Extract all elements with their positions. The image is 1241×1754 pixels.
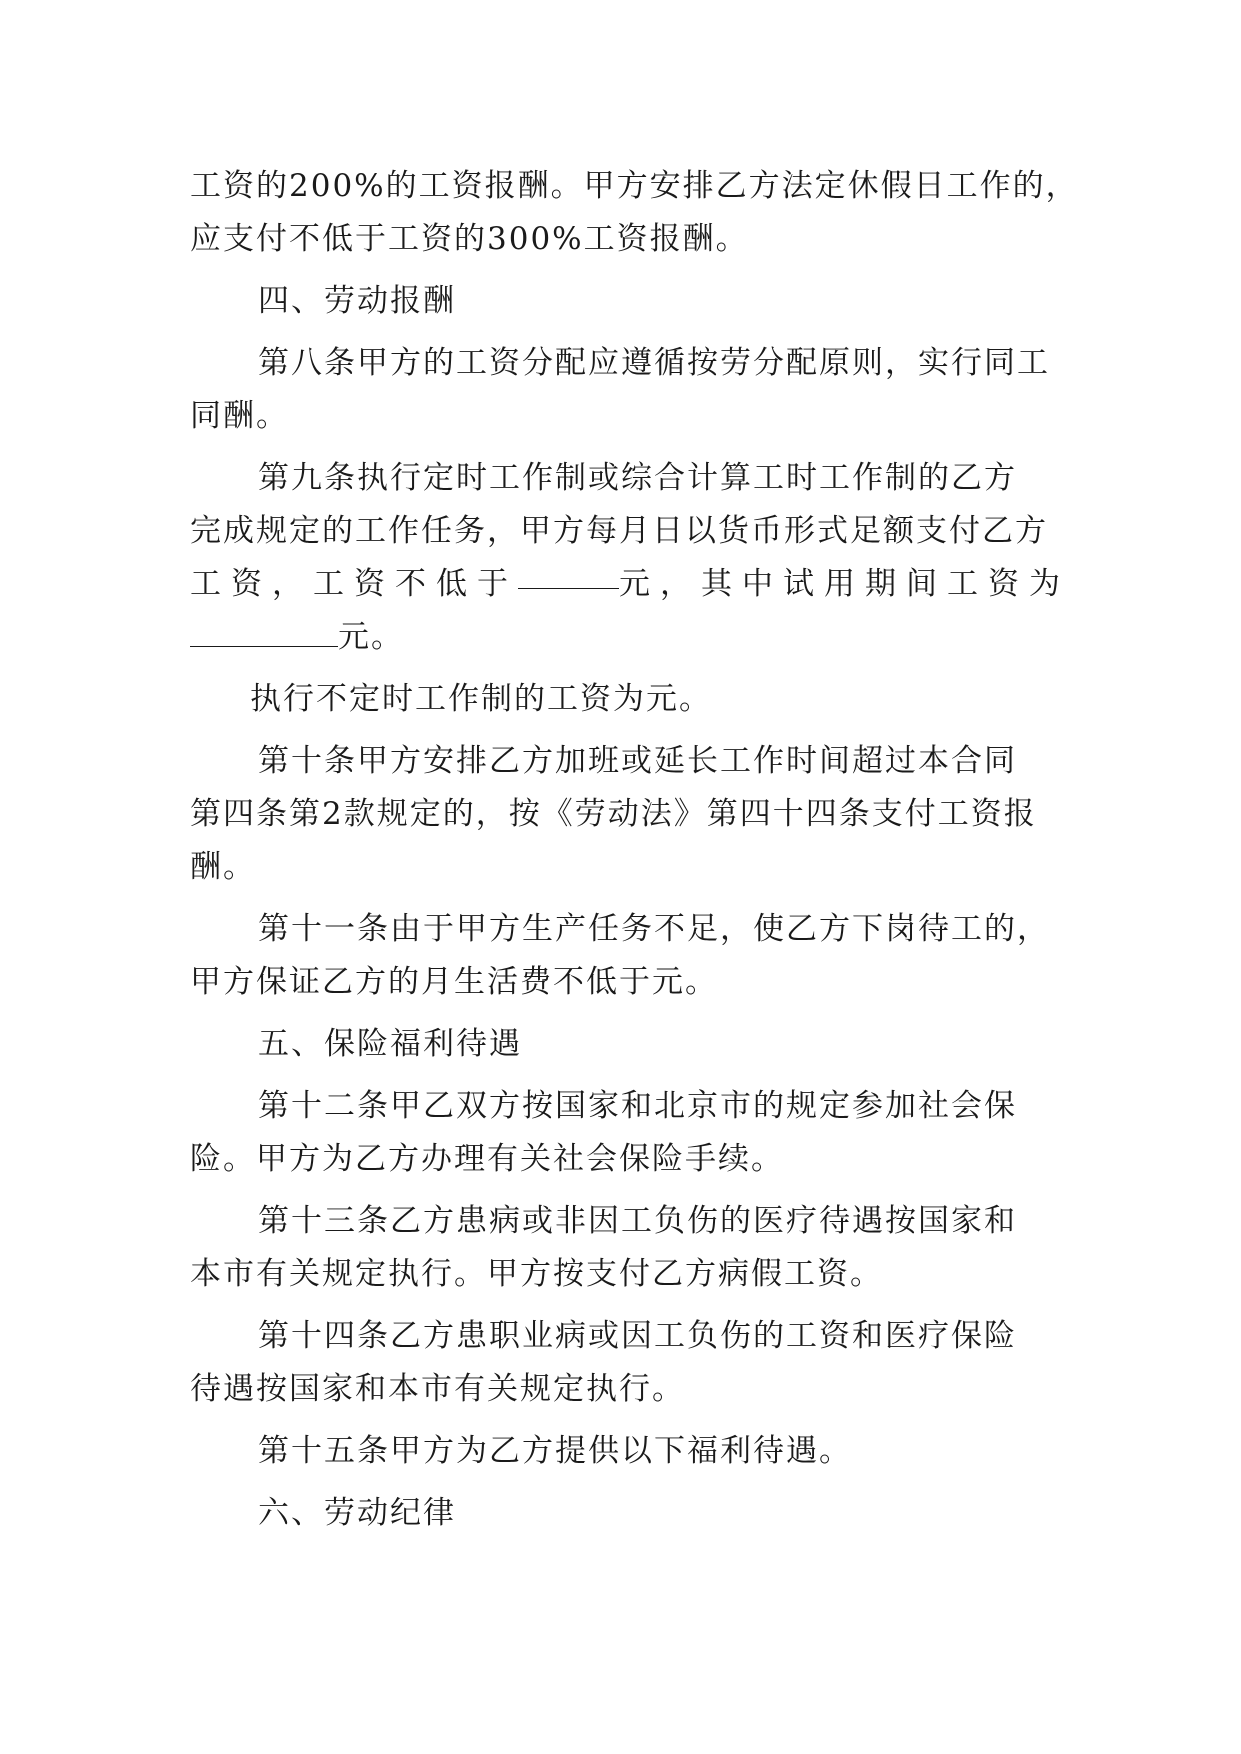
article-13-line: 第十三条乙方患病或非因工负伤的医疗待遇按国家和 [258,1203,1017,1239]
article-15-line: 第十五条甲方为乙方提供以下福利待遇。 [258,1433,852,1469]
article-8-line: 同酬。 [190,398,289,434]
article-9-text: 工资，工资不低于 [190,566,518,602]
article-12-line: 第十二条甲乙双方按国家和北京市的规定参加社会保 [258,1088,1017,1124]
article-13-line: 本市有关规定执行。甲方按支付乙方病假工资。 [190,1256,883,1292]
salary-blank [518,558,619,589]
article-8-line: 第八条甲方的工资分配应遵循按劳分配原则，实行同工 [258,345,1050,381]
paragraph-line: 工资的200%的工资报酬。甲方安排乙方法定休假日工作的， [190,168,1079,204]
article-9-line [190,558,1070,611]
article-11-line: 第十一条由于甲方生产任务不足，使乙方下岗待工的， [258,911,1050,947]
paragraph-line: 应支付不低于工资的300%工资报酬。 [190,221,749,257]
article-9-line [190,611,1070,664]
article-10-line: 第十条甲方安排乙方加班或延长工作时间超过本合同 [258,743,1017,779]
probation-salary-blank [190,616,338,647]
article-9-text: 元，其中试用期间工资为 [619,566,1070,602]
article-9-text: 元。 [338,619,404,655]
section-heading-4: 四、劳动报酬 [258,283,456,319]
flexible-hours-pay: 执行不定时工作制的工资为元。 [250,681,712,717]
document-body [190,160,1079,1540]
section-heading-6: 六、劳动纪律 [258,1495,456,1531]
article-12-line: 险。甲方为乙方办理有关社会保险手续。 [190,1141,784,1177]
article-9-line: 第九条执行定时工作制或综合计算工时工作制的乙方 [258,460,1017,496]
article-14-line: 待遇按国家和本市有关规定执行。 [190,1371,685,1407]
article-14-line: 第十四条乙方患职业病或因工负伤的工资和医疗保险 [258,1318,1017,1354]
article-10-line: 酬。 [190,849,256,885]
section-heading-5: 五、保险福利待遇 [258,1026,522,1062]
article-9-line: 完成规定的工作任务，甲方每月日以货币形式足额支付乙方 [190,513,1048,549]
article-10-line: 第四条第2款规定的，按《劳动法》第四十四条支付工资报 [190,796,1037,832]
article-11-line: 甲方保证乙方的月生活费不低于元。 [190,964,718,1000]
